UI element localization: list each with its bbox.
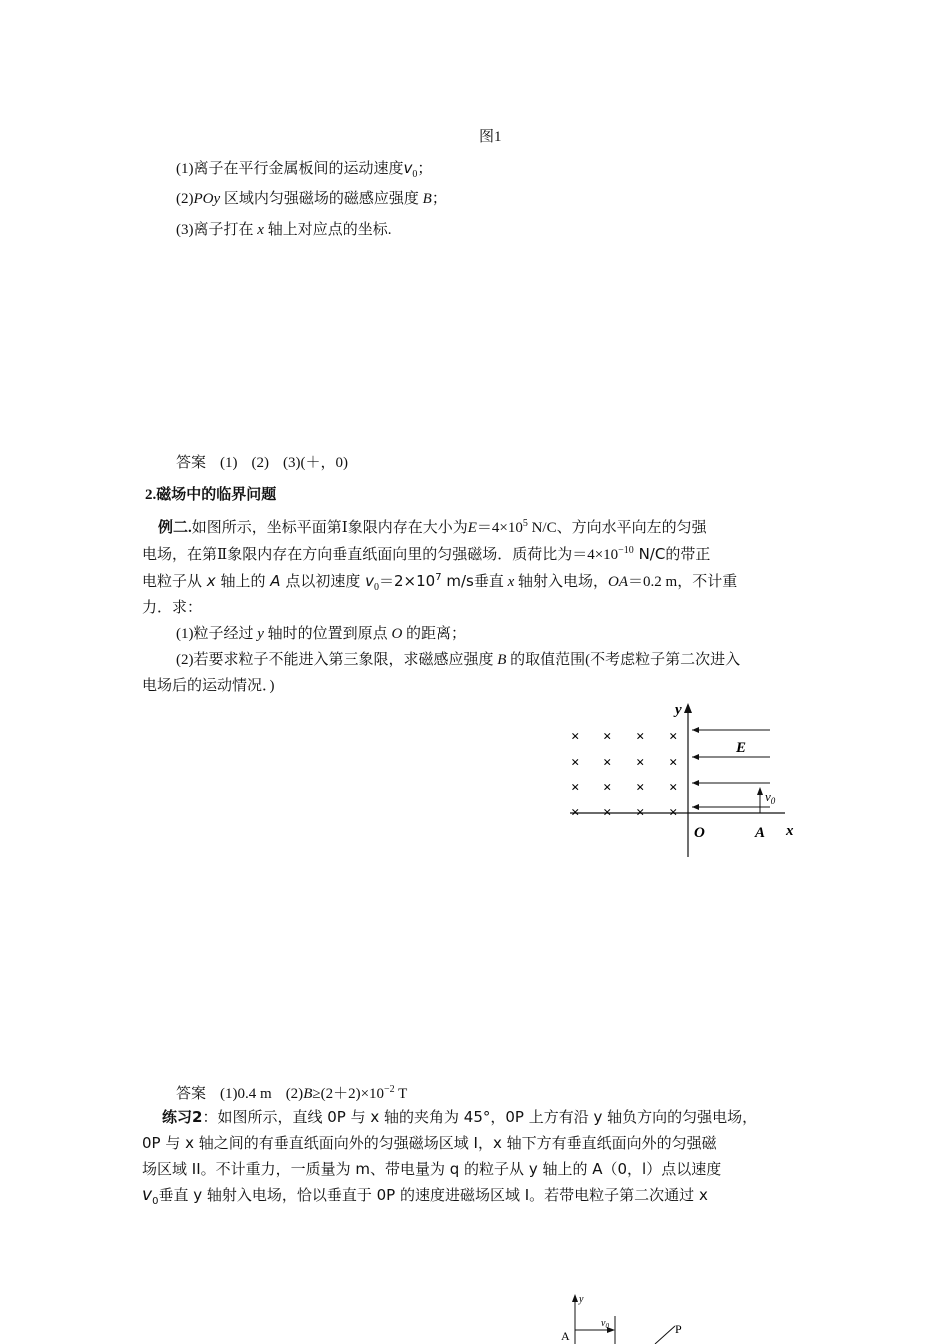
svg-text:×: × xyxy=(636,805,645,821)
origin-label: O xyxy=(694,825,705,841)
svg-text:×: × xyxy=(571,755,580,771)
example-2-sub-1: (1)粒子经过 y 轴时的位置到原点 O 的距离； xyxy=(176,626,467,642)
field-diagram xyxy=(560,695,810,865)
svg-text:×: × xyxy=(669,780,678,796)
answer-2: 答案 (1)0.4 m $(2)B\ge(2+2)\times 10^{-2}$ T xyxy=(176,1084,408,1102)
svg-text:×: × xyxy=(636,755,645,771)
svg-text:×: × xyxy=(669,805,678,821)
point-a-label: A xyxy=(755,825,766,841)
svg-text:×: × xyxy=(669,729,678,745)
answer-1: 答案 (1) (2) (3)(＋，0) xyxy=(176,455,348,471)
example-2-text: 例二.如图所示，坐标平面第Ⅰ象限内存在大小为$E=4\times 10^5$ N/C、方向水平向左的匀强 电场，在第Ⅱ象限内存在方向垂直纸面向里的匀强磁场．质荷比为$=4\times 10^{-10}$ N/C的带正 电粒子从 x 轴上的 A 点以初速度 $v_0=2\times 10^7$ m/s垂直 x 轴射入电场，OA＝0.2 m，不计重 力．求： xyxy=(142,518,738,616)
question-item-3: (3)离子打在 x 轴上对应点的坐标. xyxy=(176,222,392,238)
svg-text:×: × xyxy=(603,729,612,745)
y-axis-label: y xyxy=(579,1294,584,1305)
velocity-label: $v_0$ xyxy=(765,789,776,806)
figure-caption: 图1 xyxy=(479,129,502,145)
exercise-2-text: 练习2：如图所示，直线 0P 与 x 轴的夹角为 45°，0P 上方有沿 y 轴负方向的匀强电场， 0P 与 x 轴之间的有垂直纸面向外的匀强磁场区域 I，x 轴下方有垂直纸面向外的匀强磁 场区域 II。不计重力，一质量为 m、带电量为 q 的粒子从 y 轴上的 A（0，l）点以速度 $v_0$垂直 y 轴射入电场，恰以垂直于 0P 的速度进磁场区域 I。若带电粒子第二次通过 x xyxy=(142,1108,758,1207)
line-op xyxy=(655,1326,675,1344)
example-2-sub-2: (2)若要求粒子不能进入第三象限，求磁感应强度 B 的取值范围(不考虑粒子第二次进入 xyxy=(176,652,741,668)
x-axis-label: x xyxy=(786,823,794,839)
magnetic-field-crosses xyxy=(571,729,678,821)
field-e-label: E xyxy=(736,740,747,756)
question-item-2: (2)POy 区域内匀强磁场的磁感应强度 B； xyxy=(176,191,447,207)
svg-text:×: × xyxy=(669,755,678,771)
svg-text:×: × xyxy=(636,729,645,745)
svg-text:×: × xyxy=(571,780,580,796)
point-p-label: P xyxy=(675,1322,682,1336)
svg-text:×: × xyxy=(603,805,612,821)
velocity-label: $v_0$ xyxy=(601,1318,609,1330)
svg-text:×: × xyxy=(571,729,580,745)
exercise-diagram xyxy=(555,1288,705,1344)
y-axis-label: y xyxy=(675,702,682,718)
svg-text:×: × xyxy=(636,780,645,796)
svg-text:×: × xyxy=(603,780,612,796)
svg-text:×: × xyxy=(603,755,612,771)
point-a-label: A xyxy=(561,1329,570,1343)
svg-text:×: × xyxy=(571,805,580,821)
question-item-1: (1)离子在平行金属板间的运动速度$v_0$； xyxy=(176,159,433,180)
example-2-sub-2-cont: 电场后的运动情况．) xyxy=(142,678,275,694)
section-title: 2.磁场中的临界问题 xyxy=(145,487,277,503)
